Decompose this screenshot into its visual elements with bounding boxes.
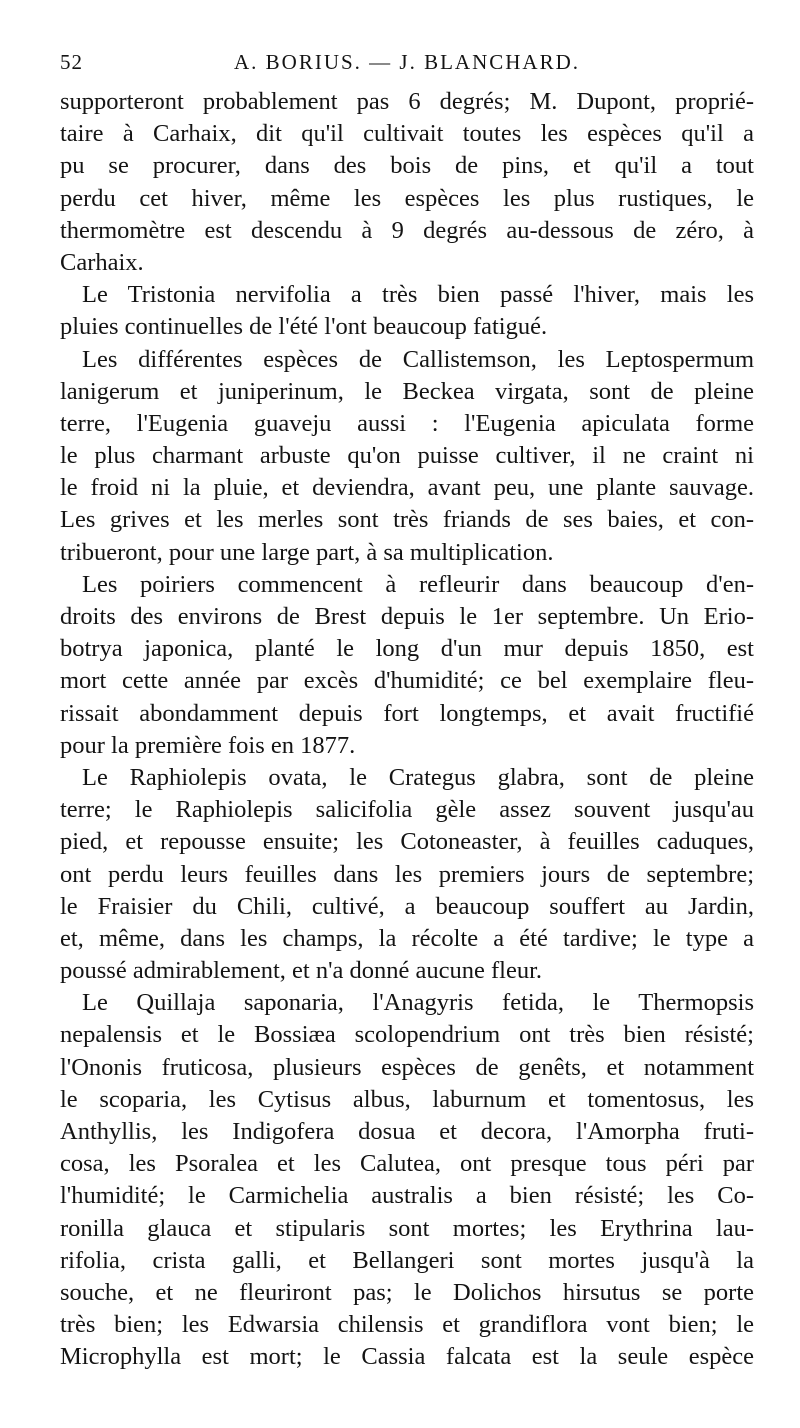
text-line: poussé admirablement, et n'a donné aucune fleur. bbox=[60, 957, 542, 985]
page-header bbox=[60, 50, 754, 80]
text-line: Carhaix. bbox=[60, 248, 144, 276]
text-line: Anthyllis, les Indigofera dosua et decora, l'Amorpha fruti- bbox=[60, 1118, 754, 1145]
text-line: supporteront probablement pas 6 degrés; M. Dupont, proprié- bbox=[60, 88, 754, 115]
text-line: thermomètre est descendu à 9 degrés au-dessous de zéro, à bbox=[60, 216, 754, 244]
text-line: lanigerum et juniperinum, le Beckea virgata, sont de pleine bbox=[60, 377, 754, 405]
page-number: 52 bbox=[60, 50, 83, 74]
text-line: mort cette année par excès d'humidité; ce bel exemplaire fleu- bbox=[60, 667, 754, 695]
text-line: Les grives et les merles sont très friands de ses baies, et con- bbox=[60, 506, 754, 534]
text-line: terre; le Raphiolepis salicifolia gèle assez souvent jusqu'au bbox=[60, 796, 754, 824]
text-line: tribueront, pour une large part, à sa multiplication. bbox=[60, 538, 554, 566]
text-line: nepalensis et le Bossiæa scolopendrium ont très bien résisté; bbox=[60, 1021, 754, 1049]
text-line: souche, et ne fleuriront pas; le Dolichos hirsutus se porte bbox=[60, 1278, 754, 1306]
text-line: l'Ononis fruticosa, plusieurs espèces de genêts, et notamment bbox=[60, 1053, 754, 1081]
text-line: pu se procurer, dans des bois de pins, et qu'il a tout bbox=[60, 152, 754, 180]
text-line: terre, l'Eugenia guaveju aussi : l'Eugenia apiculata forme bbox=[60, 409, 754, 437]
text-line: le scoparia, les Cytisus albus, laburnum et tomentosus, les bbox=[60, 1085, 754, 1113]
text-line: Les poiriers commencent à refleurir dans beaucoup d'en- bbox=[82, 570, 754, 598]
text-line: botrya japonica, planté le long d'un mur depuis 1850, est bbox=[60, 635, 754, 663]
text-line: Le Quillaja saponaria, l'Anagyris fetida, le Thermopsis bbox=[82, 989, 754, 1017]
running-head: A. BORIUS. — J. BLANCHARD. bbox=[233, 50, 581, 74]
text-line: le froid ni la pluie, et deviendra, avant peu, une plante sauvage. bbox=[60, 474, 754, 502]
text-line: ont perdu leurs feuilles dans les premiers jours de septembre; bbox=[60, 860, 754, 888]
text-line: droits des environs de Brest depuis le 1er septembre. Un Erio- bbox=[60, 603, 754, 630]
text-line: rifolia, crista galli, et Bellangeri sont mortes jusqu'à la bbox=[60, 1246, 754, 1274]
text-line: le Fraisier du Chili, cultivé, a beaucoup souffert au Jardin, bbox=[60, 892, 754, 920]
text-line: Les différentes espèces de Callistemson, les Leptospermum bbox=[82, 345, 754, 373]
text-line: rissait abondamment depuis fort longtemps, et avait fructifié bbox=[60, 699, 754, 727]
text-line: perdu cet hiver, même les espèces les plus rustiques, le bbox=[60, 184, 754, 212]
text-line: Le Raphiolepis ovata, le Crategus glabra, sont de pleine bbox=[82, 763, 754, 791]
body-text bbox=[60, 86, 754, 1374]
text-line: Microphylla est mort; le Cassia falcata est la seule espèce bbox=[60, 1343, 754, 1371]
text-line: l'humidité; le Carmichelia australis a bien résisté; les Co- bbox=[60, 1182, 754, 1210]
text-line: cosa, les Psoralea et les Calutea, ont presque tous péri par bbox=[60, 1150, 754, 1178]
text-line: Le Tristonia nervifolia a très bien passé l'hiver, mais les bbox=[82, 281, 754, 309]
text-line: pied, et repousse ensuite; les Cotoneaster, à feuilles caduques, bbox=[60, 828, 754, 856]
text-line: le plus charmant arbuste qu'on puisse cultiver, il ne craint ni bbox=[60, 442, 754, 470]
text-line: pluies continuelles de l'été l'ont beaucoup fatigué. bbox=[60, 313, 548, 341]
text-line: très bien; les Edwarsia chilensis et grandiflora vont bien; le bbox=[60, 1311, 754, 1339]
text-line: taire à Carhaix, dit qu'il cultivait toutes les espèces qu'il a bbox=[60, 120, 754, 148]
text-line: pour la première fois en 1877. bbox=[60, 731, 356, 759]
text-line: et, même, dans les champs, la récolte a été tardive; le type a bbox=[60, 924, 754, 952]
text-line: ronilla glauca et stipularis sont mortes; les Erythrina lau- bbox=[60, 1214, 754, 1242]
